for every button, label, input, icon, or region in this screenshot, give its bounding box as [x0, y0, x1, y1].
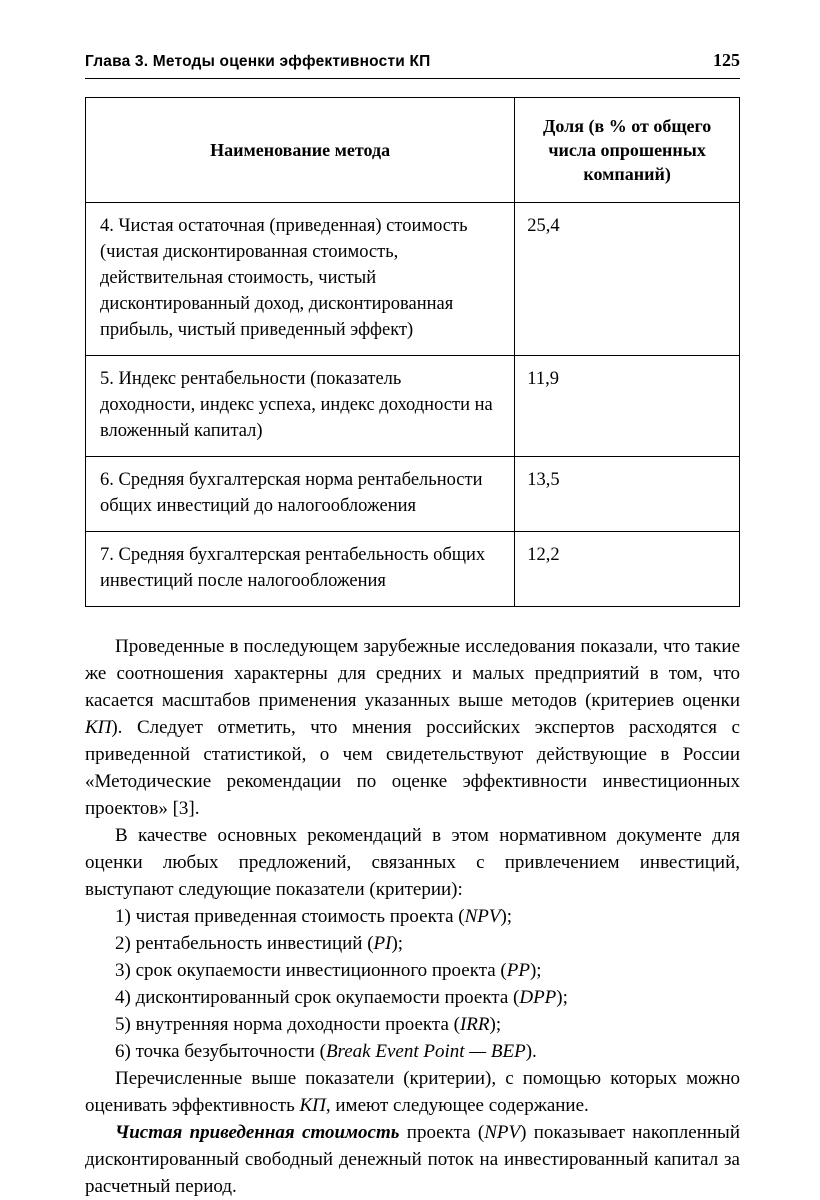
method-cell: 7. Средняя бухгалтерская рентабельность общих инвестиций после налогообложения — [86, 532, 515, 607]
table-header-row — [86, 98, 740, 203]
list-item: 5) внутренняя норма доходности проекта (IRR); — [115, 1014, 502, 1035]
column-header-share: Доля (в % от общего числа опрошенных компаний) — [515, 98, 740, 203]
method-cell: 5. Индекс рентабельности (показатель доходности, индекс успеха, индекс доходности на вложенный капитал) — [86, 356, 515, 457]
chapter-title: Глава 3. Методы оценки эффективности КП — [85, 53, 431, 70]
page-number: 125 — [713, 50, 740, 70]
column-header-method: Наименование метода — [86, 98, 515, 203]
share-cell: 25,4 — [515, 203, 740, 356]
share-cell: 11,9 — [515, 356, 740, 457]
table-row — [86, 457, 740, 532]
list-item: 4) дисконтированный срок окупаемости проекта (DPP); — [115, 987, 568, 1008]
paragraph: Проведенные в последующем зарубежные исследования показали, что такие же соотношения характерны для средних и малых предприятий в том, что касается масштабов применения указанных выше методов (критериев оценки КП). Следует отметить, что мнения российских экспертов расходятся с приведенной статистикой, о чем свидетельствуют действующие в России «Методические рекомендации по оценке эффективности инвестиционных проектов» [3]. — [85, 636, 740, 819]
method-cell: 6. Средняя бухгалтерская норма рентабельности общих инвестиций до налогообложения — [86, 457, 515, 532]
method-cell: 4. Чистая остаточная (приведенная) стоимость (чистая дисконтированная стоимость, действительная стоимость, чистый дисконтированный доход, дисконтированная прибыль, чистый приведенный эффект) — [86, 203, 515, 356]
list-item: 3) срок окупаемости инвестиционного проекта (PP); — [115, 960, 542, 981]
paragraph: Перечисленные выше показатели (критерии), с помощью которых можно оценивать эффективность КП, имеют следующее содержание. — [85, 1068, 740, 1116]
running-head — [85, 50, 740, 79]
paragraph: Чистая приведенная стоимость проекта (NPV) показывает накопленный дисконтированный свободный денежный поток на инвестированный капитал за расчетный период. — [85, 1122, 740, 1197]
list-item: 1) чистая приведенная стоимость проекта (NPV); — [115, 906, 513, 927]
share-cell: 13,5 — [515, 457, 740, 532]
share-cell: 12,2 — [515, 532, 740, 607]
list-item: 2) рентабельность инвестиций (PI); — [115, 933, 404, 954]
paragraph: В качестве основных рекомендаций в этом нормативном документе для оценки любых предложений, связанных с привлечением инвестиций, выступают следующие показатели (критерии): — [85, 825, 740, 900]
body-blocks — [85, 633, 740, 1200]
table-row — [86, 203, 740, 356]
table-row — [86, 532, 740, 607]
list-item: 6) точка безубыточности (Break Event Point — BEP). — [115, 1041, 537, 1062]
table-row — [86, 356, 740, 457]
methods-table — [85, 97, 740, 607]
